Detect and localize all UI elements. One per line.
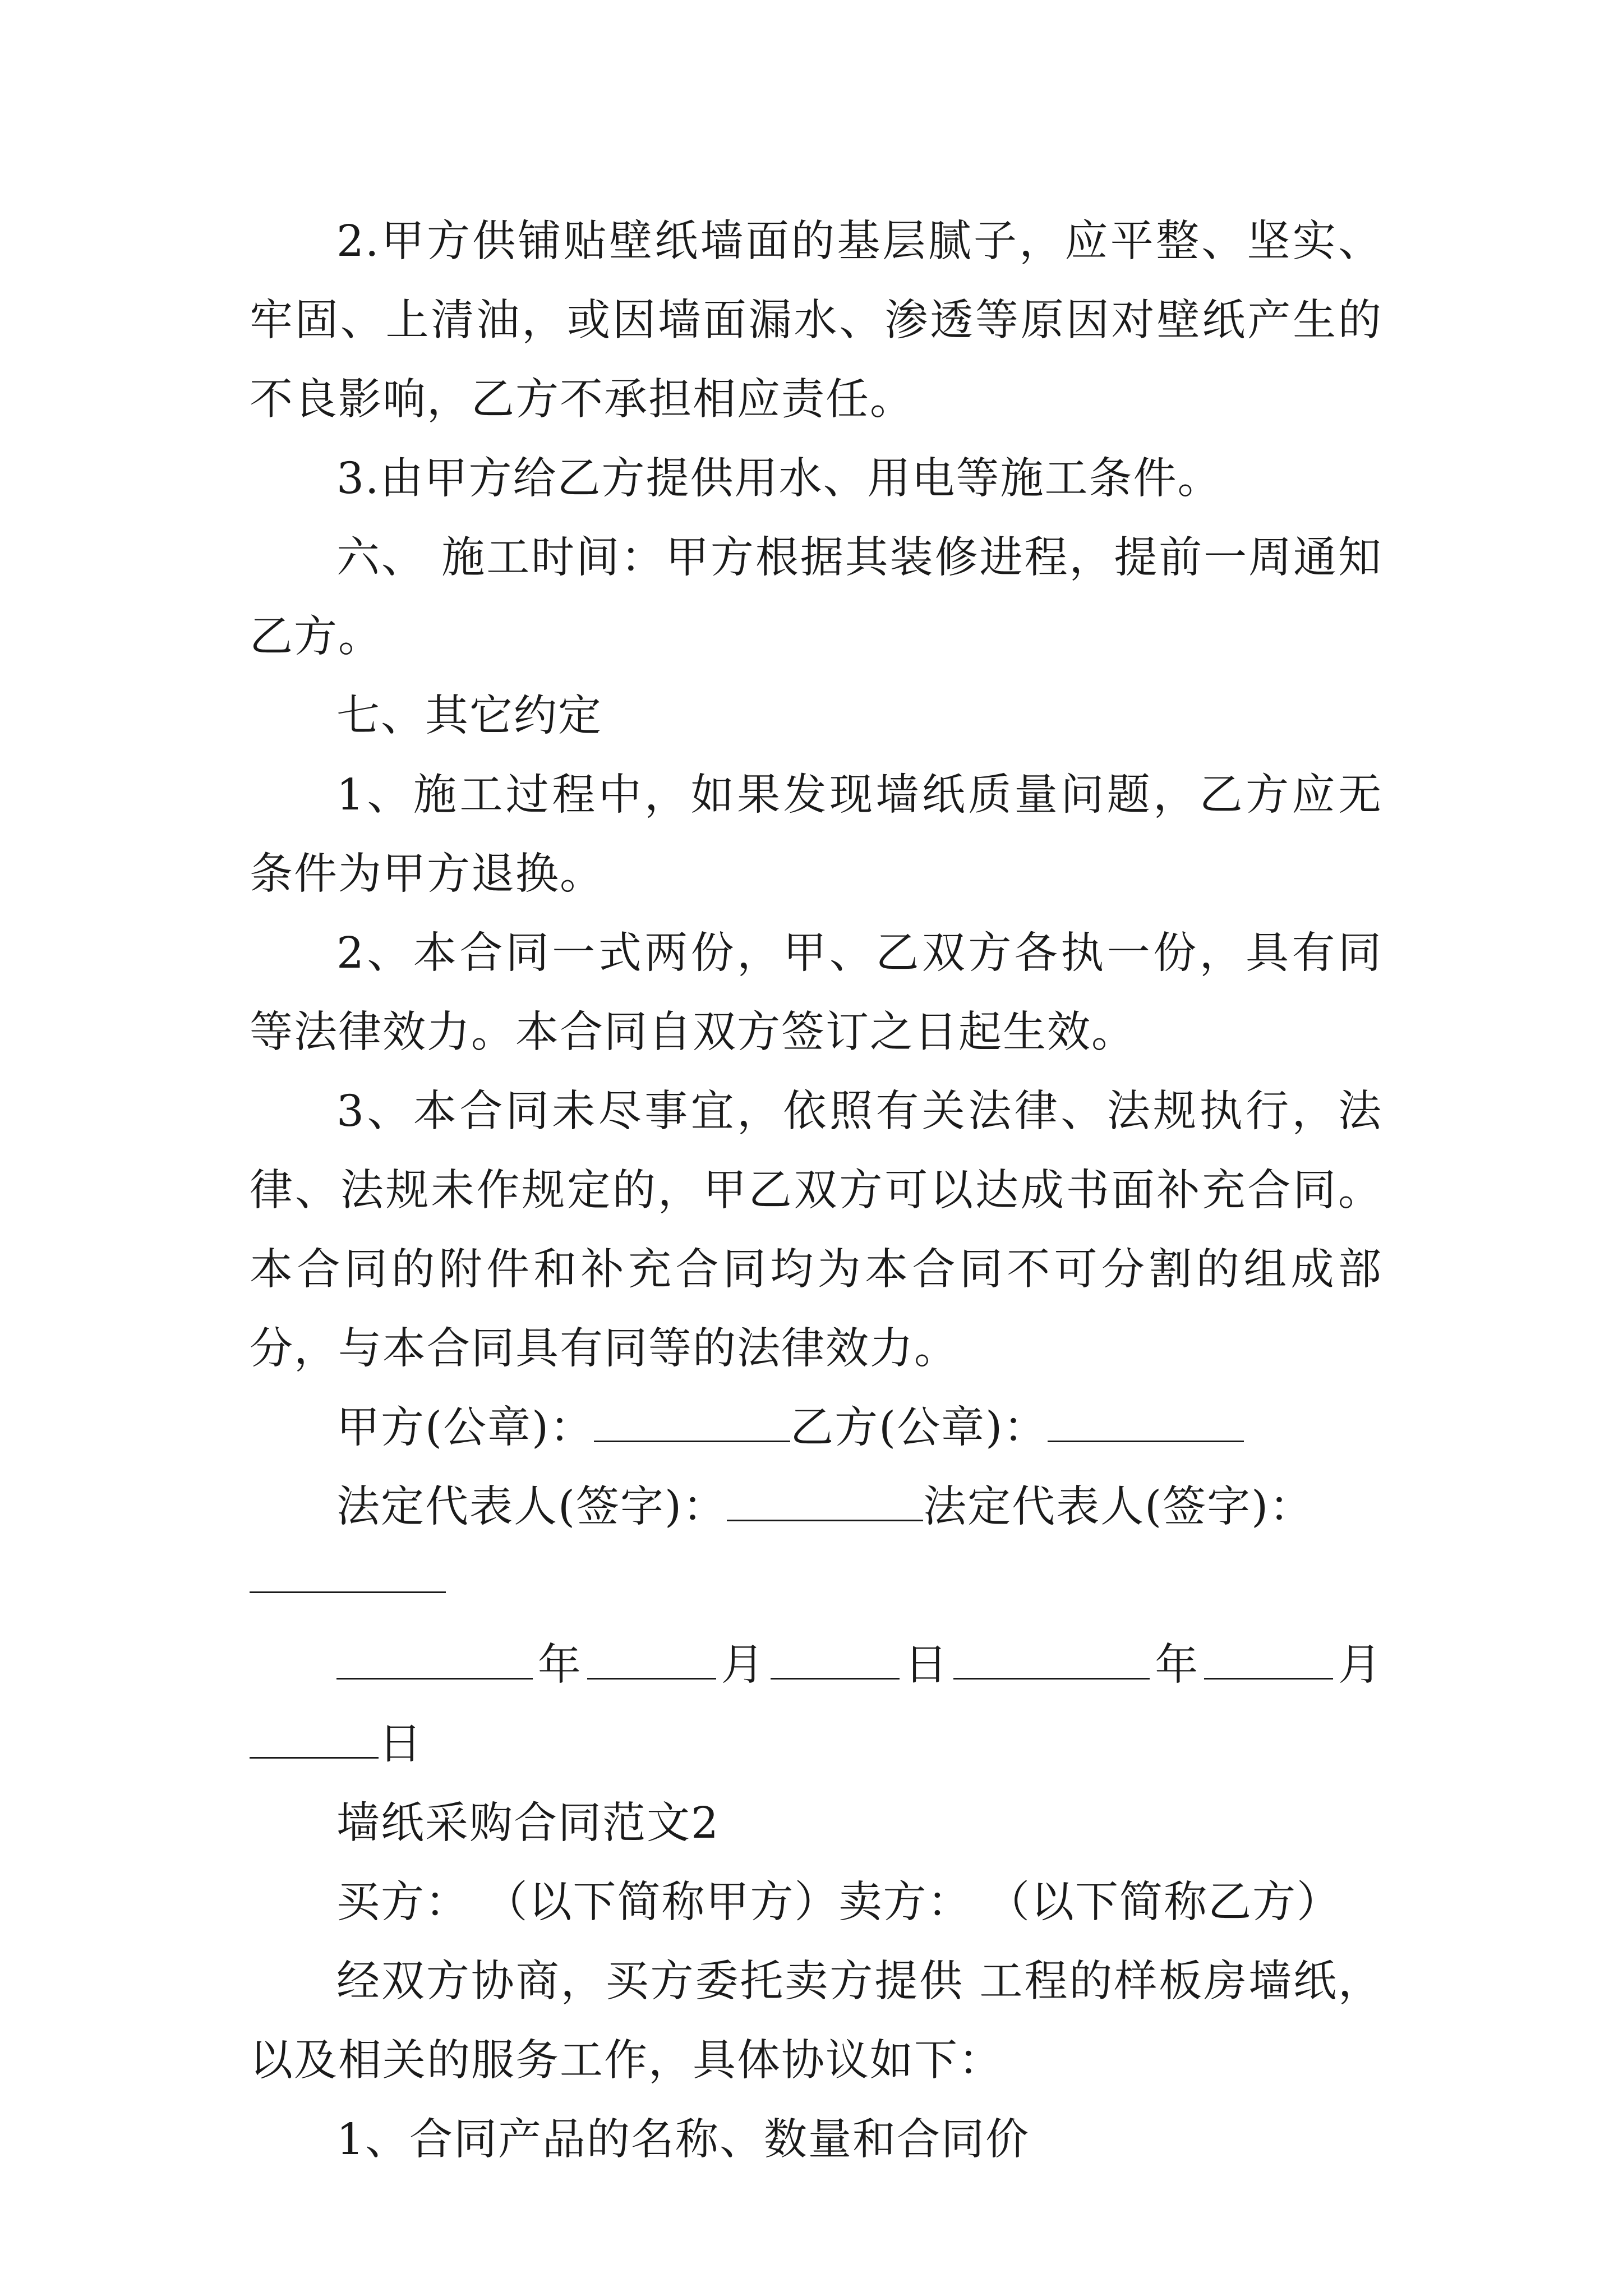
- date-line: [250, 1626, 1382, 1784]
- parties-line: 买方： （以下简称甲方）卖方： （以下简称乙方）: [336, 1878, 1341, 1927]
- year-b-label: 年: [1150, 1640, 1205, 1690]
- clause-paragraph: 3.由甲方给乙方提供用水、用电等施工条件。: [336, 454, 1222, 504]
- party-a-seal-blank[interactable]: [594, 1407, 790, 1442]
- clause-paragraph: 2、本合同一式两份，甲、乙双方各执一份，具有同等法律效力。本合同自双方签订之日起生效。: [250, 928, 1382, 1057]
- day-a-label: 日: [899, 1640, 954, 1690]
- representative-line: [250, 1467, 1382, 1547]
- clause-paragraph: 3、本合同未尽事宜，依照有关法律、法规执行，法律、法规未作规定的，甲乙双方可以达成书面补充合同。本合同的附件和补充合同均为本合同不可分割的组成部分，与本合同具有同等的法律效力。: [250, 1087, 1382, 1374]
- month-a-label: 月: [716, 1640, 771, 1690]
- year-b-blank[interactable]: [953, 1644, 1150, 1680]
- party-a-seal-label: 甲方(公章)：: [336, 1403, 594, 1453]
- seal-line: [250, 1388, 1382, 1467]
- intro-paragraph: 经双方协商，买方委托卖方提供 工程的样板房墙纸，以及相关的服务工作，具体协议如下：: [250, 1957, 1382, 2086]
- rep-b-blank-line: [250, 1547, 1382, 1626]
- clause-paragraph: 1、施工过程中，如果发现墙纸质量问题，乙方应无条件为甲方退换。: [250, 770, 1382, 899]
- rep-a-label: 法定代表人(签字)：: [336, 1482, 727, 1532]
- year-a-label: 年: [533, 1640, 587, 1690]
- clause-paragraph: 2.甲方供铺贴壁纸墙面的基层腻子，应平整、坚实、牢固、上清油，或因墙面漏水、渗透等原因对壁纸产生的不良影响，乙方不承担相应责任。: [250, 217, 1382, 425]
- month-b-blank[interactable]: [1204, 1644, 1333, 1680]
- section-heading: 七、其它约定: [336, 691, 602, 741]
- day-a-blank[interactable]: [771, 1644, 900, 1680]
- clause-paragraph: 六、 施工时间：甲方根据其装修进程，提前一周通知乙方。: [250, 533, 1382, 662]
- day-b-blank[interactable]: [250, 1723, 379, 1759]
- document-body: [250, 202, 1382, 2179]
- rep-b-label: 法定代表人(签字)：: [923, 1482, 1314, 1532]
- day-b-label: 日: [379, 1719, 423, 1769]
- item-heading: 1、合同产品的名称、数量和合同价: [336, 2115, 1030, 2165]
- rep-a-blank[interactable]: [727, 1486, 923, 1521]
- party-b-seal-blank[interactable]: [1048, 1407, 1244, 1442]
- month-b-label: 月: [1333, 1640, 1383, 1690]
- year-a-blank[interactable]: [336, 1644, 533, 1680]
- contract-title: 墙纸采购合同范文2: [336, 1798, 720, 1848]
- rep-b-blank[interactable]: [250, 1558, 446, 1593]
- month-a-blank[interactable]: [587, 1644, 716, 1680]
- party-b-seal-label: 乙方(公章)：: [790, 1403, 1048, 1453]
